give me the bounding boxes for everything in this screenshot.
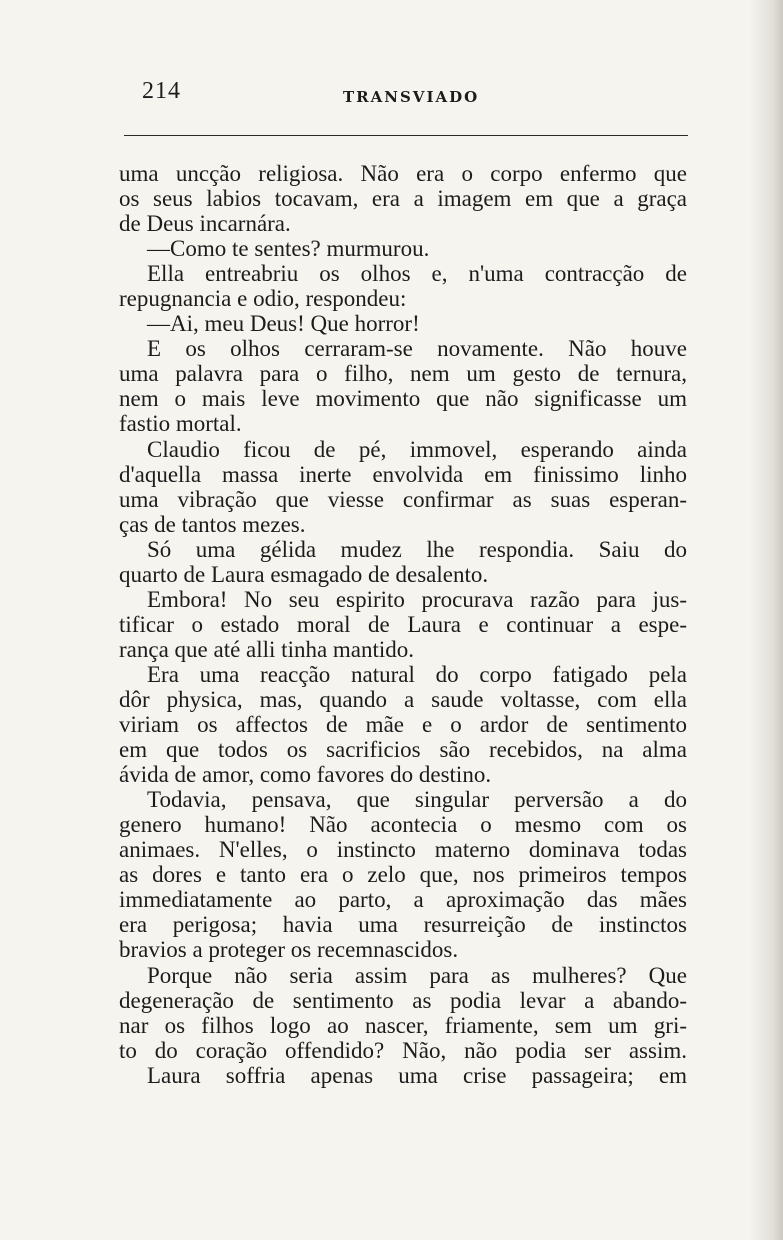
text-line: genero humano! Não acontecia o mesmo com os: [119, 812, 687, 838]
text-line: animaes. N'elles, o instincto materno dominava todas: [119, 837, 687, 863]
text-line: Todavia, pensava, que singular perversão a do: [147, 787, 687, 813]
page-edge-shadow: [749, 0, 783, 1240]
text-line: rança que até alli tinha mantido.: [119, 636, 415, 662]
text-line: tificar o estado moral de Laura e continuar a espe-: [119, 611, 687, 637]
text-line: as dores e tanto era o zelo que, nos primeiros tempos: [119, 862, 687, 888]
text-line: Claudio ficou de pé, immovel, esperando ainda: [147, 436, 687, 462]
text-line: bravios a proteger os recemnascidos.: [119, 937, 459, 963]
text-line: —Ai, meu Deus! Que horror!: [147, 311, 420, 337]
text-line: uma vibração que viesse confirmar as suas esperan-: [119, 486, 687, 512]
text-line: Embora! No seu espirito procurava razão para jus-: [147, 586, 687, 612]
text-line: dôr physica, mas, quando a saude voltasse, com ella: [119, 686, 687, 712]
text-line: viriam os affectos de mãe e o ardor de sentimento: [119, 712, 687, 738]
header-rule: [124, 135, 688, 136]
body-text: [119, 161, 687, 1088]
text-line: —Como te sentes? murmurou.: [147, 236, 430, 262]
text-line: de Deus incarnára.: [119, 211, 291, 237]
text-line: Era uma reacção natural do corpo fatigado pela: [147, 661, 687, 687]
text-line: Ella entreabriu os olhos e, n'uma contracção de: [147, 261, 687, 287]
text-line: Porque não seria assim para as mulheres? Que: [147, 962, 687, 988]
text-line: fastio mortal.: [119, 411, 242, 437]
text-line: Laura soffria apenas uma crise passageira; em: [147, 1062, 687, 1088]
text-line: repugnancia e odio, respondeu:: [119, 286, 407, 312]
text-line: Só uma gélida mudez lhe respondia. Saiu do: [147, 536, 687, 562]
text-line: E os olhos cerraram-se novamente. Não houve: [147, 336, 687, 362]
text-line: nar os filhos logo ao nascer, friamente, sem um gri-: [119, 1012, 687, 1038]
page-number: 214: [142, 78, 181, 104]
text-line: immediatamente ao parto, a aproximação das mães: [119, 887, 687, 913]
text-line: quarto de Laura esmagado de desalento.: [119, 561, 489, 587]
text-line: degeneração de sentimento as podia levar a abando-: [119, 987, 687, 1013]
text-line: ças de tantos mezes.: [119, 511, 306, 537]
running-title: TRANSVIADO: [343, 88, 480, 106]
text-line: ávida de amor, como favores do destino.: [119, 762, 492, 788]
text-line: uma uncção religiosa. Não era o corpo enfermo que: [119, 161, 687, 186]
text-line: era perigosa; havia uma resurreição de instinctos: [119, 912, 687, 938]
text-line: d'aquella massa inerte envolvida em finissimo linho: [119, 461, 687, 487]
text-line: nem o mais leve movimento que não significasse um: [119, 386, 687, 412]
text-line: em que todos os sacrificios são recebidos, na alma: [119, 737, 687, 763]
text-line: uma palavra para o filho, nem um gesto de ternura,: [119, 361, 687, 387]
text-line: to do coração offendido? Não, não podia ser assim.: [119, 1037, 687, 1063]
text-line: os seus labios tocavam, era a imagem em que a graça: [119, 186, 687, 212]
